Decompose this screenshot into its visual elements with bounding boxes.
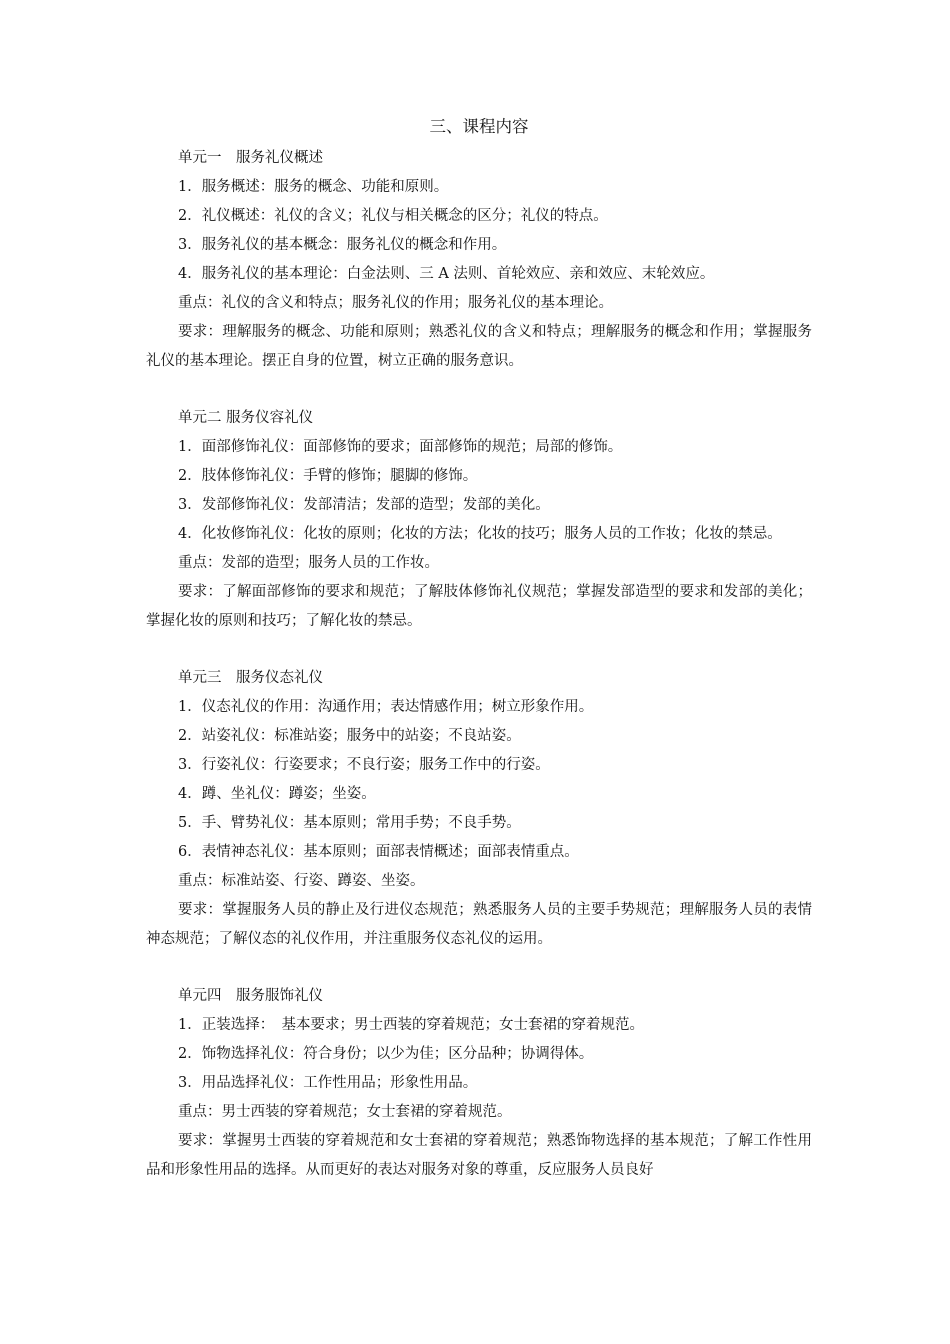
unit-section — [146, 404, 812, 636]
unit-paragraph: 2．饰物选择礼仪：符合身份；以少为佳；区分品种；协调得体。 — [178, 1046, 594, 1062]
unit-section — [146, 664, 812, 954]
unit-section — [146, 982, 812, 1185]
unit-heading: 单元四 服务服饰礼仪 — [178, 988, 323, 1004]
unit-paragraph: 1．仪态礼仪的作用：沟通作用；表达情感作用；树立形象作用。 — [178, 699, 594, 715]
unit-paragraph: 重点：礼仪的含义和特点；服务礼仪的作用；服务礼仪的基本理论。 — [178, 295, 613, 311]
unit-paragraph: 6．表情神态礼仪：基本原则；面部表情概述；面部表情重点。 — [178, 844, 579, 860]
unit-paragraph: 1．服务概述：服务的概念、功能和原则。 — [178, 179, 449, 195]
unit-paragraph: 3．行姿礼仪：行姿要求；不良行姿；服务工作中的行姿。 — [178, 757, 550, 773]
unit-paragraph: 重点：男士西装的穿着规范；女士套裙的穿着规范。 — [178, 1104, 512, 1120]
unit-paragraph: 重点：发部的造型；服务人员的工作妆。 — [178, 555, 439, 571]
units-container — [146, 144, 812, 1185]
unit-paragraph: 2．站姿礼仪：标准站姿；服务中的站姿；不良站姿。 — [178, 728, 521, 744]
unit-paragraph: 4．化妆修饰礼仪：化妆的原则；化妆的方法；化妆的技巧；服务人员的工作妆；化妆的禁忌。 — [178, 526, 782, 542]
unit-section — [146, 144, 812, 376]
unit-heading: 单元一 服务礼仪概述 — [178, 150, 323, 166]
section-title: 三、课程内容 — [429, 117, 529, 136]
unit-paragraph: 3．服务礼仪的基本概念：服务礼仪的概念和作用。 — [178, 237, 507, 253]
unit-paragraph: 4．服务礼仪的基本理论：白金法则、三 A 法则、首轮效应、亲和效应、末轮效应。 — [178, 266, 715, 282]
unit-paragraph: 3．发部修饰礼仪：发部清洁；发部的造型；发部的美化。 — [178, 497, 550, 513]
unit-paragraph: 2．肢体修饰礼仪：手臂的修饰；腿脚的修饰。 — [178, 468, 478, 484]
unit-heading: 单元二 服务仪容礼仪 — [178, 410, 314, 426]
unit-paragraph: 要求：理解服务的概念、功能和原则；熟悉礼仪的含义和特点；理解服务的概念和作用；掌握服务礼仪的基本理论。摆正自身的位置，树立正确的服务意识。 — [146, 324, 812, 369]
unit-paragraph: 5．手、臂势礼仪：基本原则；常用手势；不良手势。 — [178, 815, 521, 831]
unit-paragraph: 重点：标准站姿、行姿、蹲姿、坐姿。 — [178, 873, 425, 889]
unit-paragraph: 要求：掌握男士西装的穿着规范和女士套裙的穿着规范；熟悉饰物选择的基本规范；了解工作性用品和形象性用品的选择。从而更好的表达对服务对象的尊重，反应服务人员良好 — [146, 1133, 812, 1178]
unit-paragraph: 4．蹲、坐礼仪：蹲姿；坐姿。 — [178, 786, 376, 802]
unit-paragraph: 2．礼仪概述：礼仪的含义；礼仪与相关概念的区分；礼仪的特点。 — [178, 208, 608, 224]
unit-paragraph: 1．正装选择： 基本要求；男士西装的穿着规范；女士套裙的穿着规范。 — [178, 1017, 644, 1033]
unit-paragraph: 要求：了解面部修饰的要求和规范；了解肢体修饰礼仪规范；掌握发部造型的要求和发部的美化；掌握化妆的原则和技巧；了解化妆的禁忌。 — [146, 584, 812, 629]
unit-paragraph: 3．用品选择礼仪：工作性用品；形象性用品。 — [178, 1075, 478, 1091]
unit-heading: 单元三 服务仪态礼仪 — [178, 670, 323, 686]
unit-paragraph: 1．面部修饰礼仪：面部修饰的要求；面部修饰的规范；局部的修饰。 — [178, 439, 623, 455]
unit-paragraph: 要求：掌握服务人员的静止及行进仪态规范；熟悉服务人员的主要手势规范；理解服务人员的表情神态规范；了解仪态的礼仪作用，并注重服务仪态礼仪的运用。 — [146, 902, 812, 947]
document-content — [146, 112, 812, 1185]
